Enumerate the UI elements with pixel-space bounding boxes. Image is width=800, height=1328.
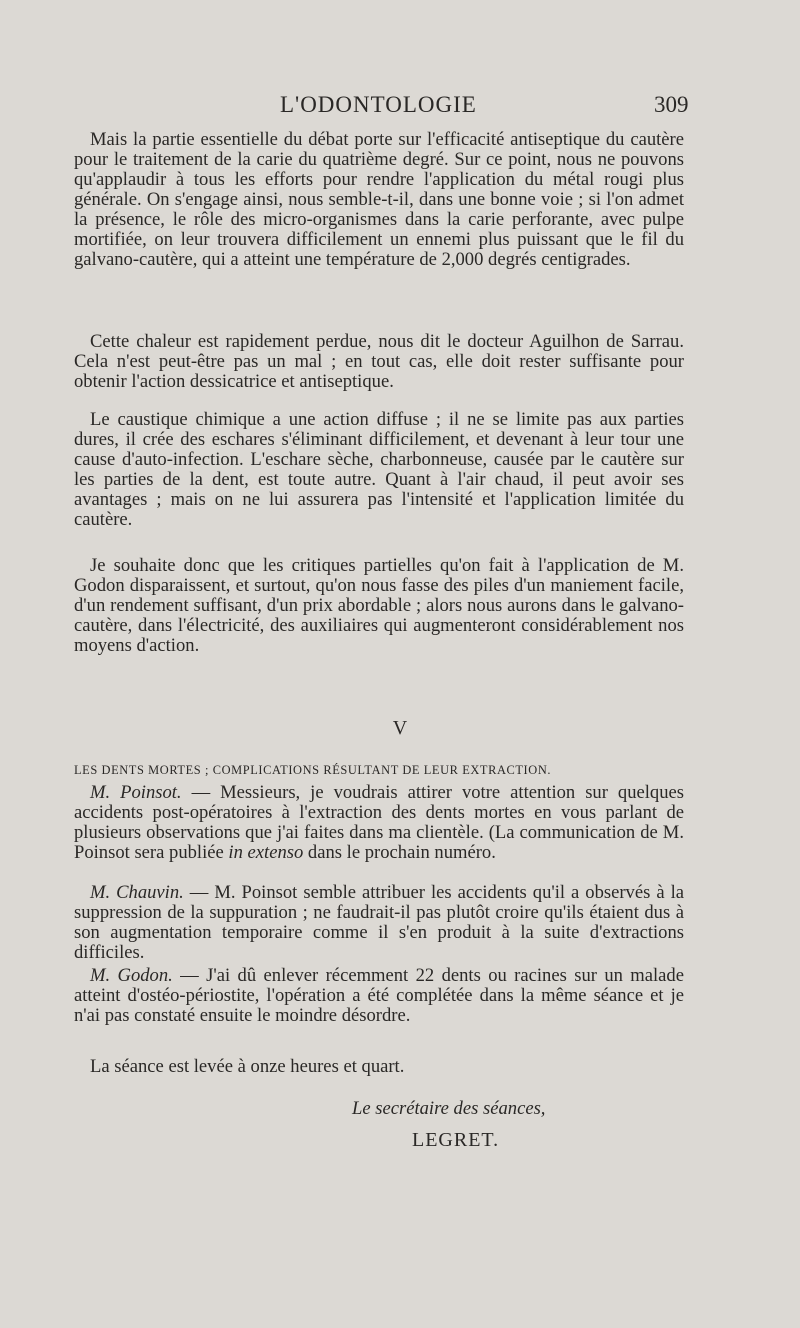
closing-statement: La séance est levée à onze heures et quart. <box>90 1056 405 1077</box>
dialogue-chauvin <box>74 883 684 963</box>
section-subtitle: LES DENTS MORTES ; COMPLICATIONS RÉSULTANT DE LEUR EXTRACTION. <box>74 763 552 777</box>
section-numeral: V <box>392 717 408 739</box>
paragraph-wish-godon: Je souhaite donc que les critiques partielles qu'on fait à l'application de M. Godon disparaissent, et surtout, qu'on nous fasse des piles d'un maniement facile, d'un rendement suffisant, d'un prix abordable ; alors nous aurons dans le galvano-cautère, dans l'électricité, des auxiliaires qui augmenteront considérablement nos moyens d'action. <box>74 555 684 656</box>
paragraph-2-block <box>74 332 684 392</box>
dialogue-godon-block <box>74 966 684 1026</box>
paragraph-heat-lost: Cette chaleur est rapidement perdue, nous dit le docteur Aguilhon de Sarrau. Cela n'est peut-être pas un mal ; en tout cas, elle doit rester suffisante pour obtenir l'action dessicatrice et antiseptique. <box>74 331 684 392</box>
page-number: 309 <box>654 92 689 117</box>
signature-name: LEGRET. <box>412 1129 500 1151</box>
paragraph-4-block <box>74 556 684 656</box>
paragraph-1-block <box>74 130 684 270</box>
speaker-godon: M. Godon. <box>90 965 173 986</box>
paragraph-antiseptic-cautery: Mais la partie essentielle du débat porte sur l'efficacité antiseptique du cautère pour le traitement de la carie du quatrième degré. Sur ce point, nous ne pouvons qu'applaudir à tous les efforts pour rendre l'application du métal rougi plus générale. On s'engage ainsi, nous semble-t-il, dans une bonne voie ; si l'on admet la présence, le rôle des micro-organismes dans la carie perforante, avec pulpe mortifiée, on leur trouvera difficilement un ennemi plus puissant que le fil du galvano-cautère, qui a atteint une température de 2,000 degrés centigrades. <box>74 129 684 270</box>
dialogue-godon <box>74 966 684 1026</box>
poinsot-text-a: — Messieurs, je voudrais attirer votre attention sur quelques accidents post-opératoires à l'extraction des dents mortes en vous parlant de plusieurs observations que j'ai faites dans ma clientèle. (La communication de M. Poinsot sera publiée <box>74 782 684 863</box>
dialogue-chauvin-block <box>74 883 684 963</box>
running-header-title: L'ODONTOLOGIE <box>280 92 477 117</box>
godon-text: — J'ai dû enlever récemment 22 dents ou racines sur un malade atteint d'ostéo-périostite, l'opération a été complétée dans la même séance et je n'ai pas constaté ensuite le moindre désordre. <box>74 965 684 1026</box>
poinsot-italic-phrase: in extenso <box>228 842 304 863</box>
speaker-chauvin: M. Chauvin. <box>90 882 184 903</box>
paragraph-chemical-caustic: Le caustique chimique a une action diffuse ; il ne se limite pas aux parties dures, il crée des eschares s'éliminant difficilement, et devenant à leur tour une cause d'auto-infection. L'eschare sèche, charbonneuse, causée par le cautère sur les parties de la dent, est toute autre. Quant à l'air chaud, il peut avoir ses avantages ; mais on ne lui assurera pas l'intensité et l'application limitée du cautère. <box>74 409 684 530</box>
dialogue-poinsot <box>74 783 684 863</box>
dialogue-poinsot-block <box>74 783 684 863</box>
poinsot-text-b: dans le prochain numéro. <box>303 842 496 863</box>
paragraph-3-block <box>74 410 684 530</box>
chauvin-text: — M. Poinsot semble attribuer les accidents qu'il a observés à la suppression de la suppuration ; ne faudrait-il pas plutôt croire qu'ils étaient dus à son augmentation temporaire comme il s'en produit à la suite d'extractions difficiles. <box>74 882 684 963</box>
speaker-poinsot: M. Poinsot. <box>90 782 182 803</box>
signature-role: Le secrétaire des séances, <box>352 1098 546 1119</box>
